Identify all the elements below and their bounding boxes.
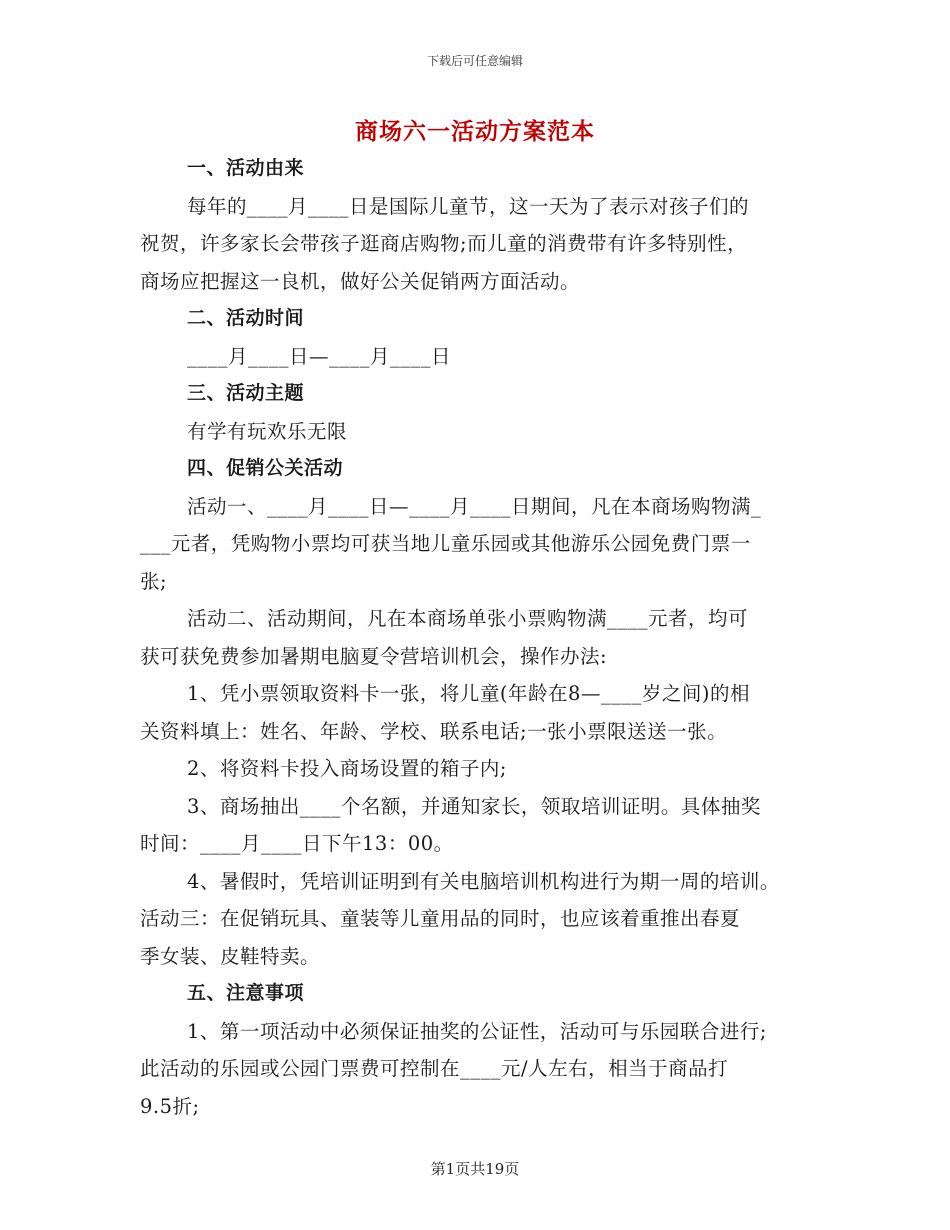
paragraph-line: 活动二、活动期间，凡在本商场单张小票购物满____元者，均可 xyxy=(187,607,749,630)
paragraph-line: 商场应把握这一良机，做好公关促销两方面活动。 xyxy=(140,269,581,293)
paragraph-line: 季女装、皮鞋特卖。 xyxy=(140,944,321,968)
paragraph-line: 每年的____月____日是国际儿童节，这一天为了表示对孩子们的 xyxy=(187,194,750,218)
paragraph-line: 2、将资料卡投入商场设置的箱子内; xyxy=(187,757,507,780)
paragraph-line: 4、暑假时，凭培训证明到有关电脑培训机构进行为期一周的培训。 xyxy=(187,869,780,893)
paragraph-line: 有学有玩欢乐无限 xyxy=(187,419,348,443)
paragraph-line: 张; xyxy=(140,569,168,593)
section-heading: 五、注意事项 xyxy=(187,982,305,1004)
paragraph-line: 时间：____月____日下午13：00。 xyxy=(140,832,454,855)
paragraph-line: ___元者，凭购物小票均可获当地儿童乐园或其他游乐公园免费门票一 xyxy=(140,532,751,555)
paragraph-line: 9.5折; xyxy=(140,1094,200,1118)
section-heading: 四、促销公关活动 xyxy=(187,457,344,479)
paragraph-line: 获可获免费参加暑期电脑夏令营培训机会，操作办法: xyxy=(140,644,608,668)
paragraph-line: 1、第一项活动中必须保证抽奖的公证性，活动可与乐园联合进行; xyxy=(187,1019,767,1043)
section-heading: 二、活动时间 xyxy=(187,307,305,329)
paragraph-line: 此活动的乐园或公园门票费可控制在____元/人左右，相当于商品打 xyxy=(140,1057,729,1080)
paragraph-line: 1、凭小票领取资料卡一张，将儿童(年龄在8—____岁之间)的相 xyxy=(187,682,751,705)
document-title: 商场六一活动方案范本 xyxy=(355,118,595,145)
paragraph-line: 祝贺，许多家长会带孩子逛商店购物;而儿童的消费带有许多特别性， xyxy=(140,232,748,255)
paragraph-line: 3、商场抽出____个名额，并通知家长，领取培训证明。具体抽奖 xyxy=(187,794,761,818)
header-note: 下载后可任意编辑 xyxy=(426,54,523,68)
paragraph-line: ____月____日—____月____日 xyxy=(187,344,452,368)
paragraph-line: 关资料填上：姓名、年龄、学校、联系电话;一张小票限送送一张。 xyxy=(140,719,728,743)
section-heading: 三、活动主题 xyxy=(187,382,305,404)
document-body xyxy=(140,150,820,1125)
page-footer: 第1页共19页 xyxy=(430,1160,520,1178)
paragraph-line: 活动三：在促销玩具、童装等儿童用品的同时，也应该着重推出春夏 xyxy=(140,907,741,930)
paragraph-line: 活动一、____月____日—____月____日期间，凡在本商场购物满_ xyxy=(187,494,762,518)
section-heading: 一、活动由来 xyxy=(187,157,305,179)
